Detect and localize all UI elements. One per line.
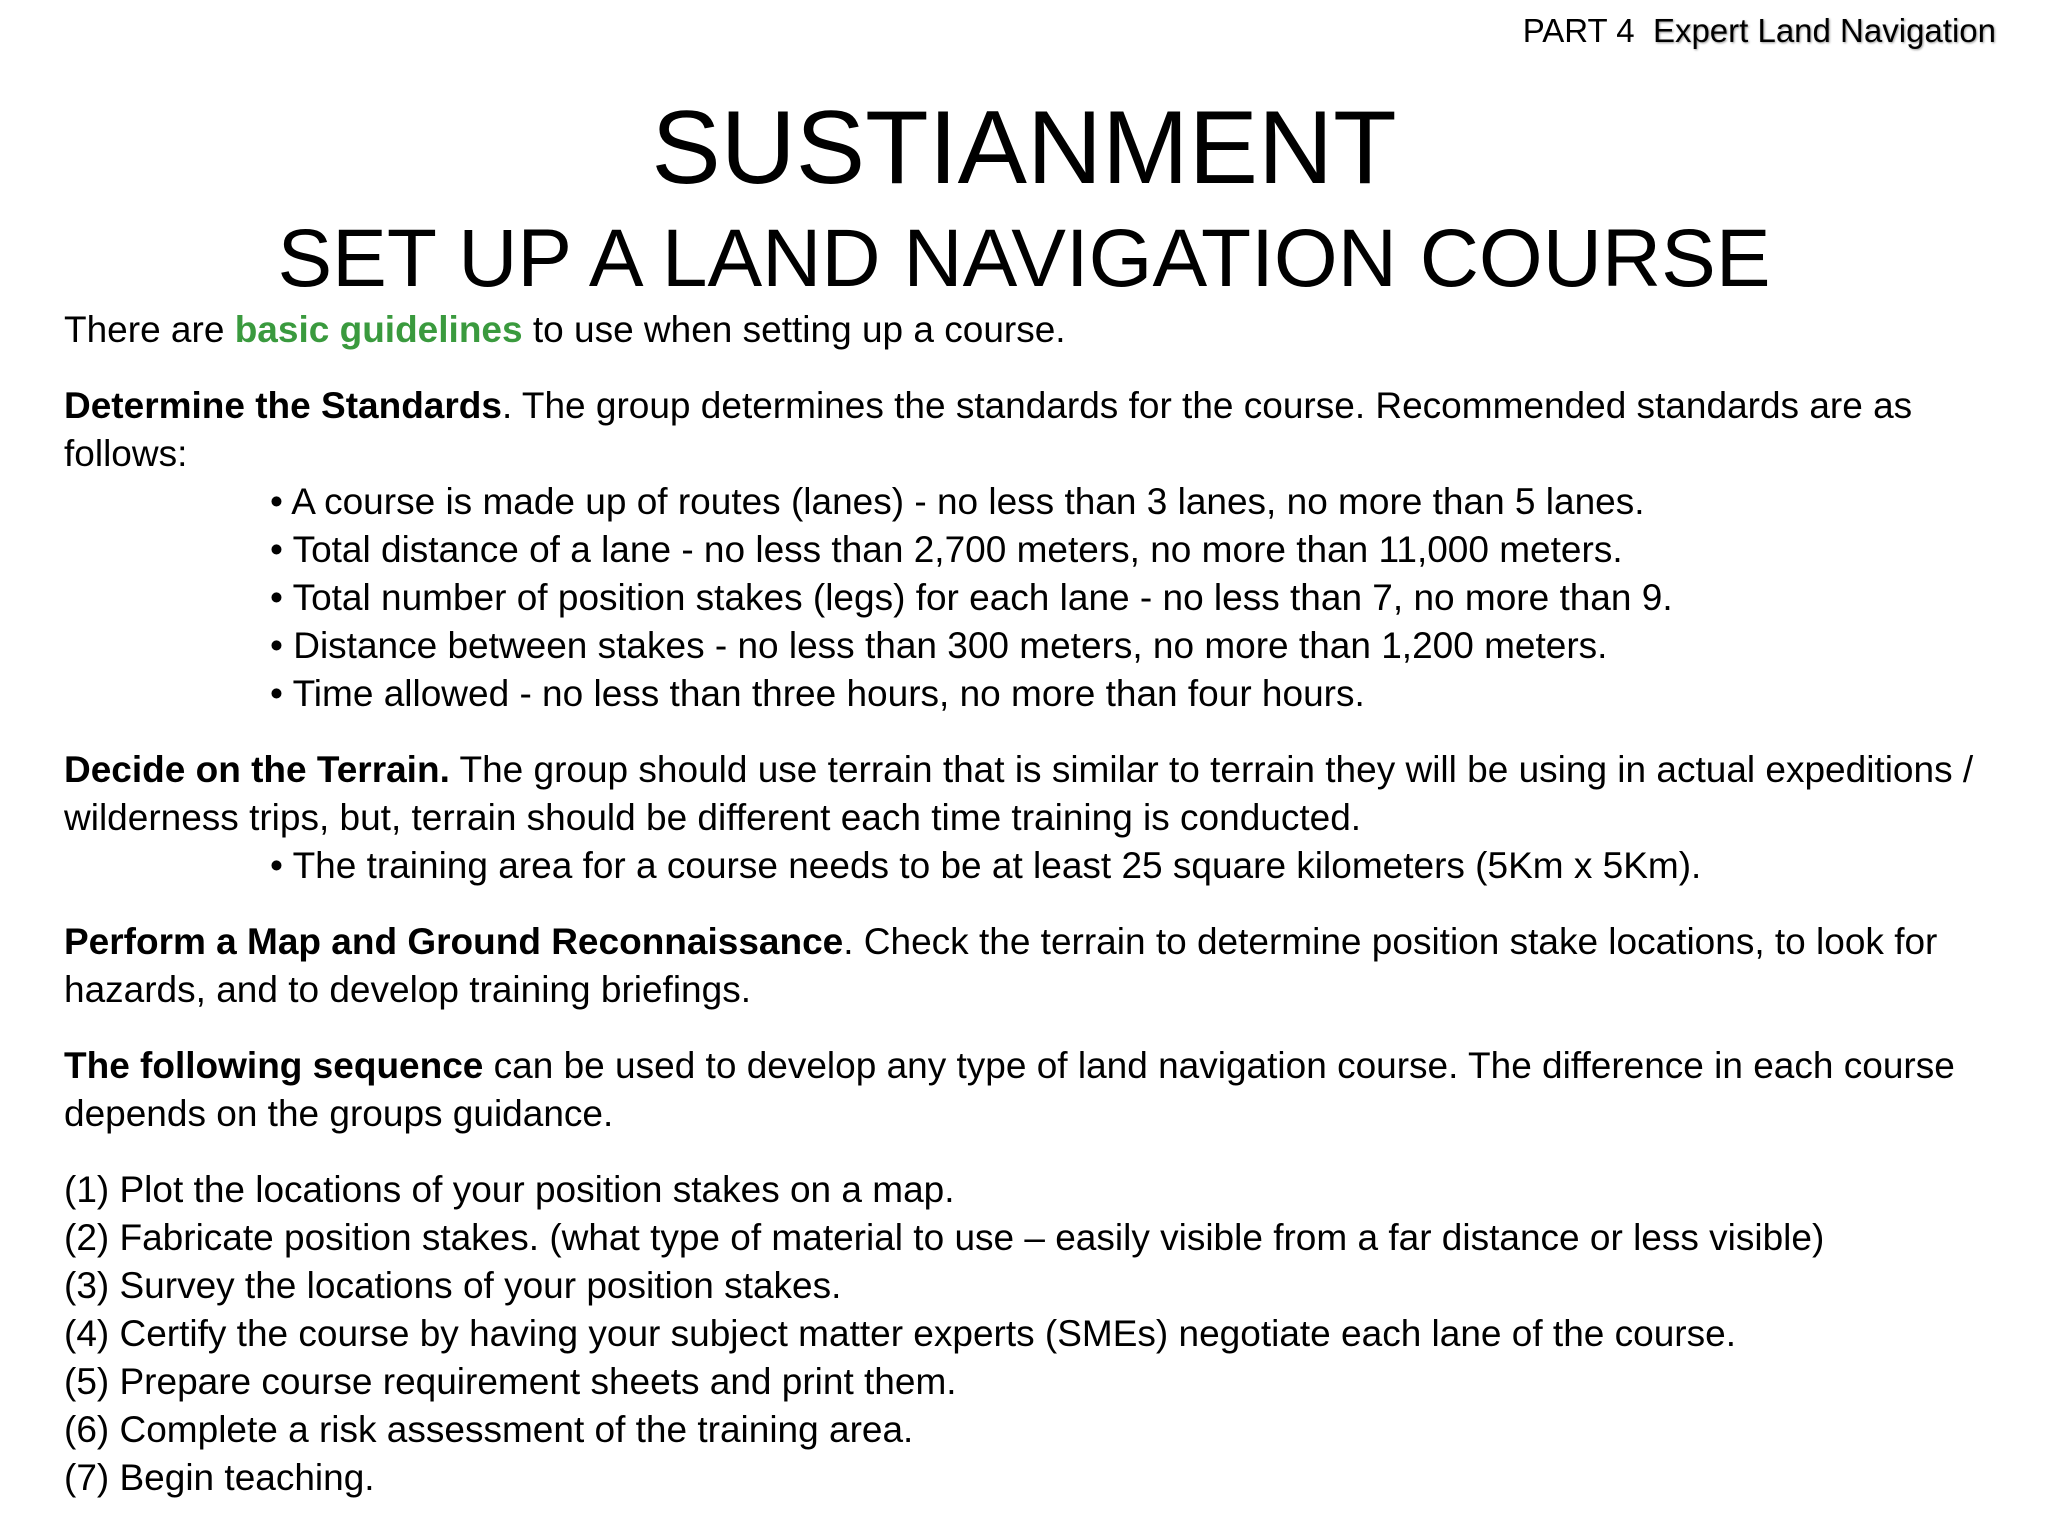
standards-paragraph — [64, 382, 2004, 478]
step-item: (3) Survey the locations of your position stakes. — [64, 1265, 842, 1306]
list-item: • Total number of position stakes (legs) for each lane - no less than 7, no more than 9. — [270, 577, 1673, 618]
standards-list — [64, 478, 2004, 718]
page-header — [1523, 12, 1996, 50]
terrain-paragraph — [64, 746, 2004, 842]
standards-text: . The group determines the standards for the course. Recommended standards are as follows: — [64, 385, 1913, 474]
step-item: (6) Complete a risk assessment of the training area. — [64, 1409, 914, 1450]
step-item: (4) Certify the course by having your subject matter experts (SMEs) negotiate each lane of the course. — [64, 1313, 1736, 1354]
terrain-heading: Decide on the Terrain. — [64, 749, 450, 790]
sequence-paragraph — [64, 1042, 2004, 1138]
recon-text: . Check the terrain to determine position stake locations, to look for hazards, and to develop training briefings. — [64, 921, 1938, 1010]
subject-label: Expert Land Navigation — [1652, 12, 1996, 49]
step-item: (2) Fabricate position stakes. (what type of material to use – easily visible from a far distance or less visible) — [64, 1217, 1825, 1258]
recon-paragraph — [64, 918, 2004, 1014]
step-item: (1) Plot the locations of your position stakes on a map. — [64, 1169, 955, 1210]
terrain-list — [64, 842, 2004, 890]
sequence-text: can be used to develop any type of land navigation course. The difference in each course depends on the groups guidance. — [64, 1045, 1955, 1134]
list-item: • A course is made up of routes (lanes) - no less than 3 lanes, no more than 5 lanes. — [270, 481, 1645, 522]
intro-post: to use when setting up a course. — [522, 309, 1066, 350]
list-item: • Time allowed - no less than three hours, no more than four hours. — [270, 673, 1365, 714]
terrain-text: The group should use terrain that is similar to terrain they will be using in actual expeditions / wilderness trips, but, terrain should be different each time training is conducted. — [64, 749, 1974, 838]
intro-pre: There are — [64, 309, 235, 350]
list-item: • Distance between stakes - no less than 300 meters, no more than 1,200 meters. — [270, 625, 1608, 666]
standards-heading: Determine the Standards — [64, 385, 502, 426]
main-content — [64, 306, 2004, 1502]
sequence-heading: The following sequence — [64, 1045, 484, 1086]
step-item: (7) Begin teaching. — [64, 1457, 375, 1498]
part-label: PART 4 — [1522, 12, 1635, 49]
sequence-steps — [64, 1166, 2004, 1502]
intro-paragraph — [64, 306, 2004, 354]
intro-highlight: basic guidelines — [234, 309, 523, 350]
page-title: SUSTIANMENT — [651, 90, 1397, 206]
list-item: • The training area for a course needs to be at least 25 square kilometers (5Km x 5Km). — [270, 845, 1702, 886]
list-item: • Total distance of a lane - no less than 2,700 meters, no more than 11,000 meters. — [270, 529, 1623, 570]
page-subtitle: SET UP A LAND NAVIGATION COURSE — [277, 213, 1771, 304]
recon-heading: Perform a Map and Ground Reconnaissance — [64, 921, 844, 962]
step-item: (5) Prepare course requirement sheets and print them. — [64, 1361, 957, 1402]
